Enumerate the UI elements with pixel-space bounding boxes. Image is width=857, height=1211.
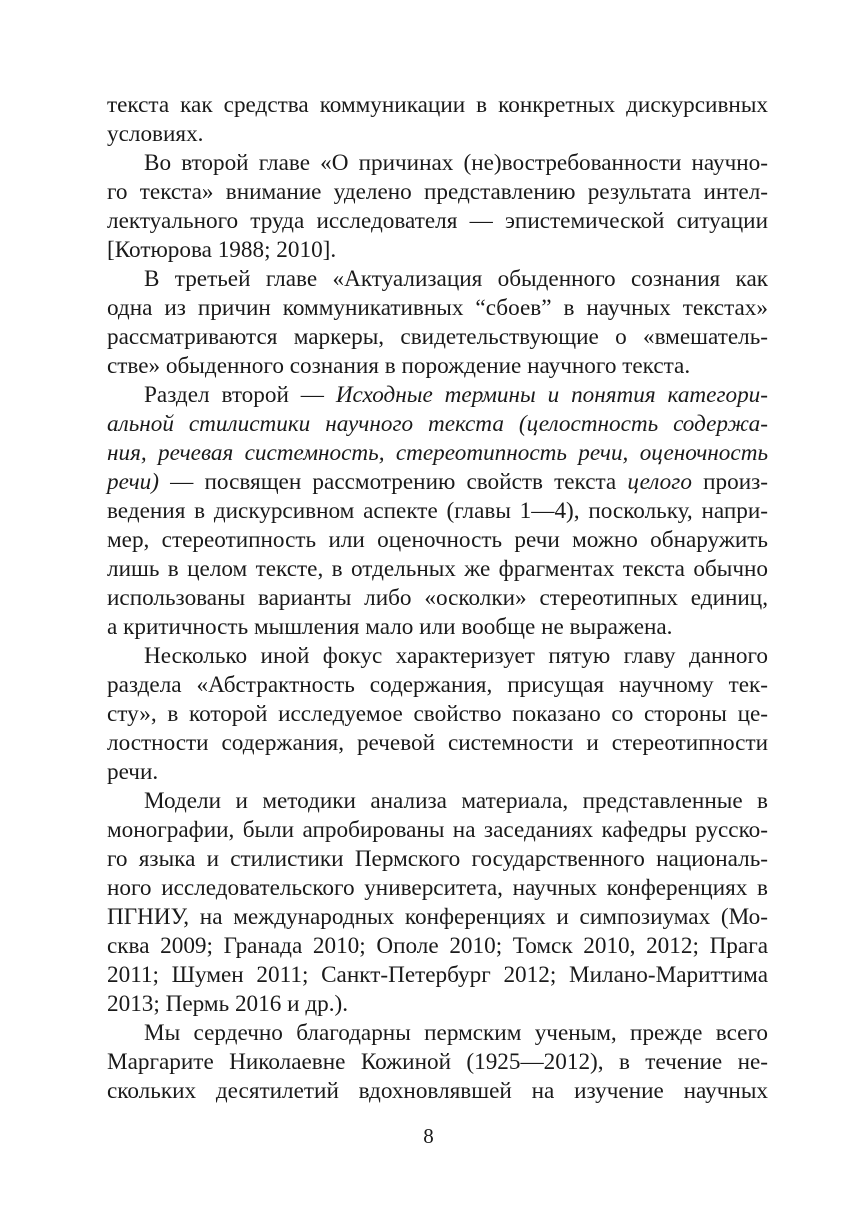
text-line: ного исследовательского университета, научных конференциях в <box>107 875 768 901</box>
text-line: Маргарите Николаевне Кожиной (1925—2012), в течение не- <box>107 1049 768 1075</box>
page-body <box>107 91 768 1106</box>
text-line: Во второй главе «О причинах (не)востребованности научно- <box>144 150 768 176</box>
text-line: монографии, были апробированы на заседаниях кафедры русско- <box>107 817 768 843</box>
text-line: Модели и методики анализа материала, представленные в <box>144 788 768 814</box>
text-line: лишь в целом тексте, в отдельных же фрагментах текста обычно <box>107 556 768 582</box>
text-line: В третьей главе «Актуализация обыденного сознания как <box>144 266 768 292</box>
italic-text: целого <box>627 469 692 495</box>
text-line: 2011; Шумен 2011; Санкт-Петербург 2012; Милано-Мариттима <box>107 962 768 988</box>
text-line <box>107 410 768 439</box>
italic-text: альной стилистики научного текста (целостность содержа- <box>107 411 768 437</box>
text-line: текста как средства коммуникации в конкретных дискурсивных <box>107 92 768 118</box>
text-line: 2013; Пермь 2016 и др.). <box>107 991 349 1017</box>
italic-text: речи) <box>107 469 159 495</box>
text-line: мер, стереотипность или оценочность речи можно обнаружить <box>107 527 768 553</box>
text-line: условиях. <box>107 121 204 147</box>
text-line: лостности содержания, речевой системности и стереотипности <box>107 730 768 756</box>
italic-text: Исходные термины и понятия категори- <box>335 382 768 408</box>
text-line: рассматриваются маркеры, свидетельствующие о «вмешатель- <box>107 324 768 350</box>
text-line: лектуального труда исследователя — эпистемической ситуации <box>107 208 768 234</box>
text-line: сква 2009; Гранада 2010; Ополе 2010; Томск 2010, 2012; Прага <box>107 933 768 959</box>
text-line: го языка и стилистики Пермского государственного националь- <box>107 846 768 872</box>
text-line: одна из причин коммуникативных “сбоев” в научных текстах» <box>107 295 768 321</box>
text-line: Раздел второй — Исходные термины и понятия категори- <box>144 382 768 408</box>
text-line: речи. <box>107 759 159 785</box>
text-line: скольких десятилетий вдохновлявшей на изучение научных <box>107 1078 768 1104</box>
text-line: ПГНИУ, на международных конференциях и симпозиумах (Мо- <box>107 904 768 930</box>
text-line <box>107 439 768 468</box>
text-line: использованы варианты либо «осколки» стереотипных единиц, <box>107 585 768 611</box>
text-line: го текста» внимание уделено представлению результата интел- <box>107 179 768 205</box>
text-line: раздела «Абстрактность содержания, присущая научному тек- <box>107 672 768 698</box>
text-line: сту», в которой исследуемое свойство показано со стороны це- <box>107 701 768 727</box>
page-number: 8 <box>423 1124 434 1148</box>
text-line: а критичность мышления мало или вообще не выражена. <box>107 614 673 640</box>
text-line: [Котюрова 1988; 2010]. <box>107 237 337 263</box>
text-line: ведения в дискурсивном аспекте (главы 1—4), поскольку, напри- <box>107 498 768 524</box>
italic-text: ния, речевая системность, стереотипность речи, оценочность <box>107 440 768 466</box>
text-line: речи) — посвящен рассмотрению свойств текста целого произ- <box>107 469 768 495</box>
text-line: Мы сердечно благодарны пермским ученым, прежде всего <box>144 1020 768 1046</box>
text-line: стве» обыденного сознания в порождение научного текста. <box>107 353 691 379</box>
text-line: Несколько иной фокус характеризует пятую главу данного <box>144 643 768 669</box>
